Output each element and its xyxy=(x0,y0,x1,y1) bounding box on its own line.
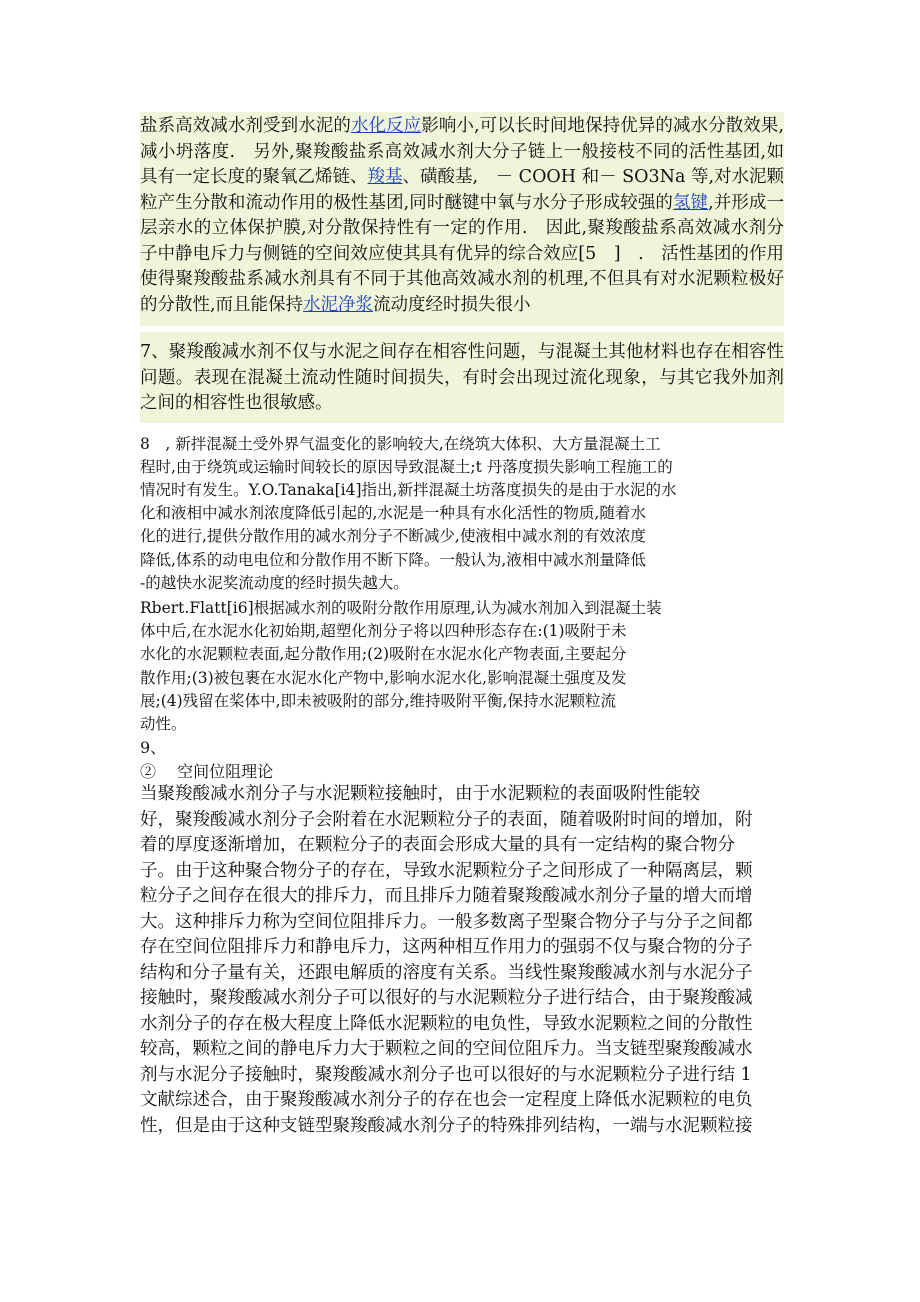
section-heading: ② 空间位阻理论 xyxy=(140,762,274,782)
text-line: -的越快水泥奖流动度的经时损失越大。 xyxy=(140,573,409,592)
link-carboxyl[interactable]: 羧基 xyxy=(367,167,403,187)
text-line: 程时,由于绕筑或运输时间较长的原因导致混凝土;t 丹落度损失影响工程施工的 xyxy=(140,457,673,476)
text-line: 水化的水泥颗粒表面,起分散作用;(2)吸附在水泥水化产物表面,主要起分 xyxy=(140,645,627,664)
section-heading-block xyxy=(140,738,784,782)
paragraph-adsorption-forms xyxy=(140,597,784,736)
link-hydration-reaction[interactable]: 水化反应 xyxy=(350,116,422,136)
text-line: 动性。 xyxy=(140,714,187,733)
text-line: 着的厚度逐渐增加，在颗粒分子的表面会形成大量的具有一定结构的聚合物分 xyxy=(140,835,735,856)
text-line: 剂与水泥分子接触时，聚羧酸减水剂分子也可以很好的与水泥颗粒分子进行结 1 xyxy=(140,1064,752,1085)
text-line: 水剂分子的存在极大程度上降低水泥颗粒的电负性，导致水泥颗粒之间的分散性 xyxy=(140,1013,753,1034)
text-line: 粒分子之间存在很大的排斥力，而且排斥力随着聚羧酸减水剂分子量的增大而增 xyxy=(140,886,753,907)
item-number: 9、 xyxy=(140,738,167,758)
text-line: 结构和分子量有关，还跟电解质的溶度有关系。当线性聚羧酸减水剂与水泥分子 xyxy=(140,962,753,983)
text-line: 展;(4)残留在桨体中,即未被吸附的部分,维持吸附平衡,保持水泥颗粒流 xyxy=(140,691,616,710)
paragraph-polycarboxylate-mechanism xyxy=(140,112,784,326)
text-line: 情况时有发生。Y.O.Tanaka[i4]指出,新拌混凝土坊落度损失的是由于水泥的水 xyxy=(140,480,677,499)
text-line: 8 , 新拌混凝土受外界气温变化的影响较大,在绕筑大体积、大方量混凝土工 xyxy=(140,434,661,453)
text-segment: 7、聚羧酸减水剂不仅与水泥之间存在相容性问题，与混凝土其他材料也存在相容性问题。表现在混凝土流动性随时间损失，有时会出现过流化现象，与其它我外加剂之间的相容性也很敏感。 xyxy=(140,342,784,413)
text-line: 接触时，聚羧酸减水剂分子可以很好的与水泥颗粒分子进行结合，由于聚羧酸减 xyxy=(140,988,753,1009)
paragraph-steric-hindrance xyxy=(140,782,784,1139)
text-segment: 、磺酸基, － COOH 和－ SO3Na 等,对水泥颗粒产生分散和流动作用的极性基团,同时醚键中氧与水分子形成较强的 xyxy=(140,167,785,213)
text-line: 大。这种排斥力称为空间位阻排斥力。一般多数离子型聚合物分子与分子之间都 xyxy=(140,911,753,932)
text-line: 性，但是由于这种支链型聚羧酸减水剂分子的特殊排列结构，一端与水泥颗粒接 xyxy=(140,1115,753,1136)
link-hydrogen-bond[interactable]: 氢键 xyxy=(672,192,709,213)
text-line: Rbert.Flatt[i6]根据减水剂的吸附分散作用原理,认为减水剂加入到混凝土装 xyxy=(140,598,662,617)
link-cement-paste[interactable]: 水泥净浆 xyxy=(303,294,374,315)
text-line: 降低,体系的动电电位和分散作用不断下降。一般认为,液相中减水剂量降低 xyxy=(140,550,646,569)
paragraph-compatibility xyxy=(140,332,784,423)
document-page xyxy=(140,112,784,1139)
text-line: 当聚羧酸减水剂分子与水泥颗粒接触时，由于水泥颗粒的表面吸附性能较 xyxy=(140,784,700,805)
text-line: 存在空间位阻排斥力和静电斥力，这两种相互作用力的强弱不仅与聚合物的分子 xyxy=(140,937,753,958)
text-line: 文献综述合，由于聚羧酸减水剂分子的存在也会一定程度上降低水泥颗粒的电负 xyxy=(140,1090,753,1111)
text-line: 散作用;(3)被包裹在水泥水化产物中,影响水泥水化,影响混凝土强度及发 xyxy=(140,668,627,687)
text-segment: 盐系高效减水剂受到水泥的 xyxy=(140,116,351,136)
text-line: 体中后,在水泥水化初始期,超塑化剂分子将以四种形态存在:(1)吸附于未 xyxy=(140,622,627,641)
text-line: 好，聚羧酸减水剂分子会附着在水泥颗粒分子的表面，随着吸附时间的增加，附 xyxy=(140,809,753,830)
text-segment: 流动度经时损失很小 xyxy=(373,294,531,315)
text-segment: 影响小,可以长时间地保持优异的减水分散效果,减小坍落度. 另外,聚羧酸盐系高效减水剂大分子链上一般接枝不同的活性基团,如具有一定长度的聚氧乙烯链、 xyxy=(140,116,785,187)
text-line: 化的进行,提供分散作用的减水剂分子不断减少,使液相中减水剂的有效浓度 xyxy=(140,527,646,546)
text-line: 化和液相中减水剂浓度降低引起的,水泥是一种具有水化活性的物质,随着水 xyxy=(140,504,646,523)
text-segment: ,并形成一层亲水的立体保护膜,对分散保持性有一定的作用. 因此,聚羧酸盐系高效减水剂分子中静电斥力与侧链的空间效应使其具有优异的综合效应[5 ] . 活性基团的作用使得聚羧酸盐系减水剂具有不同于其他高效减水剂的机理,不但具有对水泥颗粒极好的分散性,而且能保持 xyxy=(140,192,785,315)
text-line: 子。由于这种聚合物分子的存在，导致水泥颗粒分子之间形成了一种隔离层，颗 xyxy=(140,860,753,881)
text-line: 较高，颗粒之间的静电斥力大于颗粒之间的空间位阻斥力。当支链型聚羧酸减水 xyxy=(140,1039,753,1060)
paragraph-slump-loss xyxy=(140,433,784,595)
